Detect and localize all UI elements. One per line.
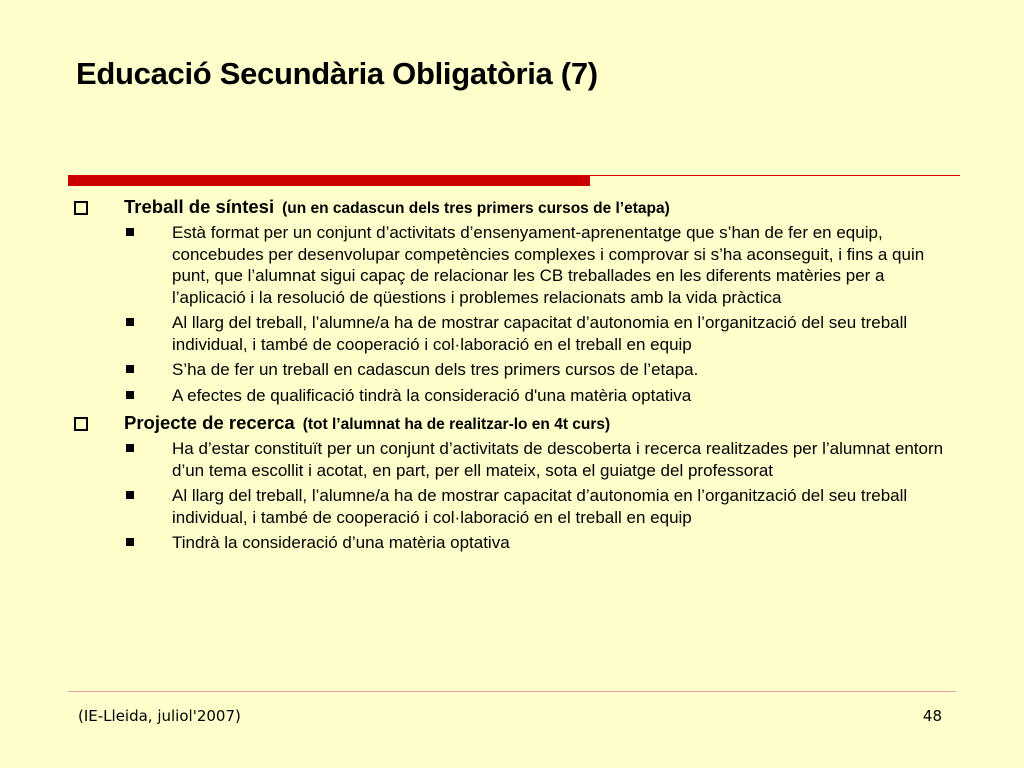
list-item-text: Tindrà la consideració d’una matèria optativa — [172, 533, 510, 552]
list-item-text: S’ha de fer un treball en cadascun dels tres primers cursos de l’etapa. — [172, 360, 699, 379]
list-item — [68, 385, 960, 407]
square-bullet-icon — [126, 228, 134, 236]
footer-source: (IE-Lleida, juliol'2007) — [78, 707, 241, 725]
list-item — [68, 359, 960, 381]
square-bullet-icon — [126, 318, 134, 326]
title-divider-thin — [590, 175, 960, 176]
slide-content — [68, 194, 960, 558]
section-heading-text: Projecte de recerca — [124, 412, 295, 433]
footer-divider — [68, 691, 956, 692]
square-bullet-icon — [126, 491, 134, 499]
section-heading-treball-sintesi — [68, 194, 960, 222]
list-item-text: Al llarg del treball, l’alumne/a ha de mostrar capacitat d’autonomia en l’organització del seu treball individual, i també de cooperació i col·laboració en el treball en equip — [172, 313, 908, 354]
hollow-square-bullet-icon — [74, 417, 88, 431]
section-subheading: (un en cadascun dels tres primers cursos de l’etapa) — [282, 200, 670, 217]
section-heading-projecte-recerca — [68, 410, 960, 438]
list-item — [68, 312, 960, 355]
square-bullet-icon — [126, 365, 134, 373]
list-item-text: A efectes de qualificació tindrà la consideració d'una matèria optativa — [172, 385, 692, 405]
list-item-text: Ha d’estar constituït per un conjunt d’activitats de descoberta i recerca realitzades per l’alumnat entorn d’un tema escollit i acotat, en part, per ell mateix, sota el guiatge del professorat — [172, 439, 944, 480]
section-heading-text: Treball de síntesi — [124, 196, 275, 217]
list-item-text: Està format per un conjunt d’activitats d’ensenyament-aprenentatge que s’han de fer en equip, concebudes per desenvolupar competències complexes i comprovar si s’ha aconseguit, i fins a quin punt, que l’alumnat sigui capaç de relacionar les CB treballades en les diferents matèries per a l’aplicació i la resolució de qüestions i problemes relacionats amb la vida pràctica — [172, 223, 925, 307]
hollow-square-bullet-icon — [74, 201, 88, 215]
list-item-text: Al llarg del treball, l’alumne/a ha de mostrar capacitat d’autonomia en l’organització del seu treball individual, i també de cooperació i col·laboració en el treball en equip — [172, 486, 908, 527]
square-bullet-icon — [126, 444, 134, 452]
list-item — [68, 532, 960, 554]
title-divider-thick — [68, 175, 590, 186]
square-bullet-icon — [126, 538, 134, 546]
slide-title: Educació Secundària Obligatòria (7) — [76, 56, 598, 91]
page-number: 48 — [922, 707, 942, 725]
section-subheading: (tot l’alumnat ha de realitzar-lo en 4t curs) — [302, 416, 611, 433]
list-item — [68, 222, 960, 308]
list-item — [68, 485, 960, 528]
list-item — [68, 438, 960, 481]
square-bullet-icon — [126, 391, 134, 399]
